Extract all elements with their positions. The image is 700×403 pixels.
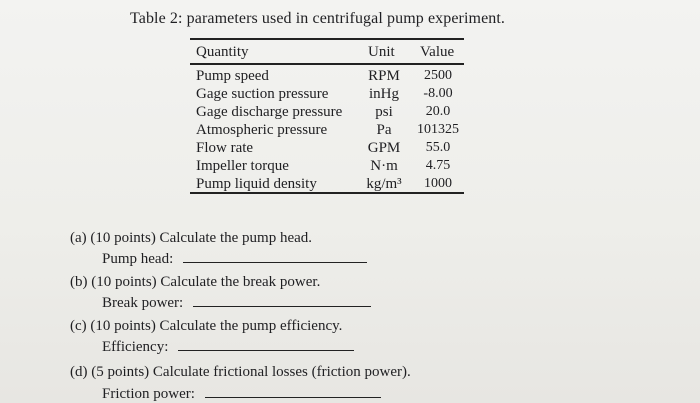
question-a: (a) (10 points) Calculate the pump head.	[70, 230, 313, 246]
quantity-cell: Flow rate	[196, 140, 254, 156]
break-power-answer-row	[102, 294, 371, 312]
quantity-cell: Pump speed	[196, 68, 269, 84]
value-cell: 101325	[417, 122, 459, 137]
table-header-rule	[190, 63, 464, 65]
quantity-cell: Gage suction pressure	[196, 86, 329, 102]
friction-power-blank[interactable]	[205, 385, 381, 398]
break-power-blank[interactable]	[193, 294, 371, 307]
table-row	[190, 68, 464, 86]
efficiency-label: Efficiency:	[102, 339, 169, 355]
unit-cell: N·m	[370, 158, 398, 174]
unit-header: Unit	[368, 44, 395, 60]
table-title: Table 2: parameters used in centrifugal pump experiment.	[130, 10, 506, 27]
value-cell: 55.0	[425, 140, 451, 155]
unit-cell: RPM	[368, 68, 400, 84]
quantity-header: Quantity	[196, 44, 249, 60]
efficiency-answer-row	[102, 338, 354, 356]
table-row	[190, 86, 464, 104]
quantity-cell: Pump liquid density	[196, 176, 317, 192]
break-power-label: Break power:	[102, 295, 184, 311]
value-cell: 1000	[424, 176, 452, 191]
table-row	[190, 140, 464, 158]
friction-power-label: Friction power:	[102, 386, 195, 402]
friction-power-answer-row	[102, 385, 381, 403]
unit-cell: psi	[375, 104, 393, 120]
quantity-cell: Impeller torque	[196, 158, 289, 174]
quantity-cell: Atmospheric pressure	[196, 122, 328, 138]
unit-cell: Pa	[376, 122, 392, 138]
value-cell: 20.0	[425, 104, 451, 119]
table-row	[190, 122, 464, 140]
question-d: (d) (5 points) Calculate frictional losses (friction power).	[70, 364, 411, 380]
pump-head-label: Pump head:	[102, 251, 174, 267]
table-row	[190, 158, 464, 176]
question-c: (c) (10 points) Calculate the pump efficiency.	[70, 318, 343, 334]
value-cell: 2500	[424, 68, 452, 83]
quantity-cell: Gage discharge pressure	[196, 104, 343, 120]
unit-cell: kg/m³	[366, 176, 402, 192]
unit-cell: inHg	[369, 86, 399, 102]
value-cell: 4.75	[425, 158, 451, 173]
efficiency-blank[interactable]	[178, 338, 354, 351]
unit-cell: GPM	[367, 140, 401, 156]
value-header: Value	[420, 44, 455, 60]
question-b: (b) (10 points) Calculate the break power.	[70, 274, 321, 290]
table-bottom-rule	[190, 192, 464, 194]
value-cell: -8.00	[423, 86, 453, 101]
pump-head-blank[interactable]	[183, 250, 367, 263]
table-row	[190, 104, 464, 122]
table-top-rule	[190, 38, 464, 40]
pump-head-answer-row	[102, 250, 367, 268]
